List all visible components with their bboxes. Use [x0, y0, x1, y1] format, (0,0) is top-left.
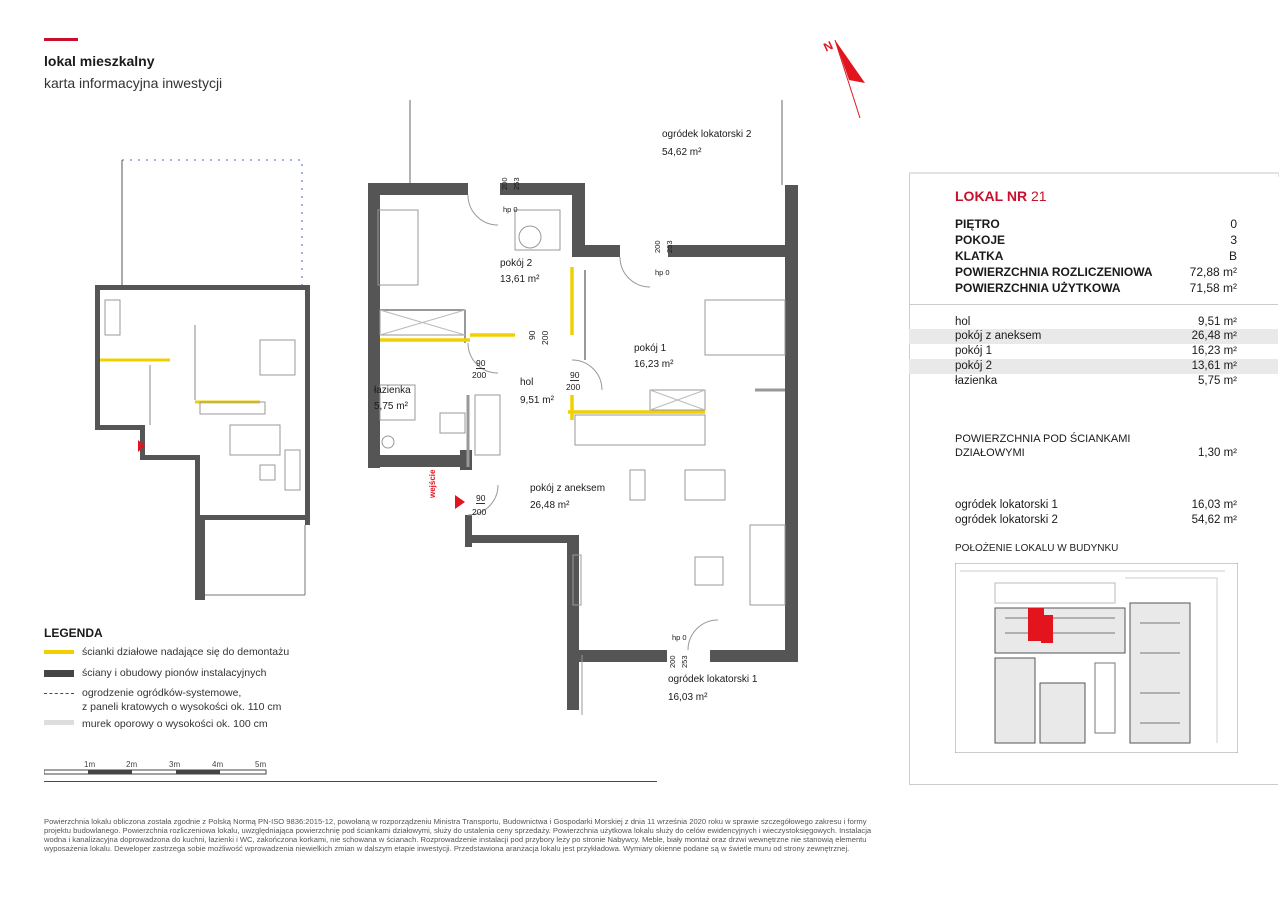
info-label: KLATKA [955, 249, 1004, 263]
page-subtitle: karta informacyjna inwestycji [44, 75, 223, 91]
scale-label: 1m [84, 760, 96, 769]
room-area-salon: 26,48 m² [530, 500, 570, 511]
door-height-label: 200 [472, 370, 487, 380]
brand-accent-bar [44, 38, 78, 41]
legend-swatch-wall [44, 670, 74, 677]
room-label-hol: hol [520, 377, 534, 388]
lokal-label: LOKAL NR [955, 188, 1028, 204]
threshold-label: hp 0 [655, 268, 670, 277]
threshold-label: hp 0 [503, 205, 518, 214]
info-label: POKOJE [955, 233, 1006, 247]
info-row-pow-uzytkowa [955, 281, 1237, 295]
building-location-map [955, 563, 1238, 753]
building-floor-overview [90, 150, 320, 600]
room-area-hol: 9,51 m² [520, 395, 554, 406]
room-area-pokoj1: 16,23 m² [634, 359, 674, 370]
garden-row-label: ogródek lokatorski 1 [955, 499, 1058, 511]
info-row-pietro [955, 217, 1237, 231]
legend-swatch-partition [44, 650, 74, 654]
partition-area-value: 1,30 m² [1198, 447, 1237, 459]
room-row [955, 345, 1237, 359]
info-value: 71,58 m² [1189, 281, 1237, 295]
room-row [955, 316, 1237, 330]
room-row [955, 330, 1237, 344]
legend-title: LEGENDA [44, 626, 103, 640]
scale-label: 5m [255, 760, 267, 769]
compass-label: N [821, 38, 836, 55]
legend-item: ogrodzenie ogródków-systemowe, [82, 687, 242, 699]
info-label: POWIERZCHNIA ROZLICZENIOWA [955, 265, 1153, 279]
room-row-value: 9,51 m² [1198, 316, 1237, 328]
entrance-label: wejście [428, 469, 437, 498]
info-value: 0 [1230, 217, 1237, 231]
room-row-value: 26,48 m² [1191, 330, 1237, 342]
room-label-pokoj2: pokój 2 [500, 258, 533, 269]
window-dim-label: 253 [665, 240, 674, 253]
scale-label: 3m [169, 760, 181, 769]
room-row [955, 375, 1237, 389]
window-dim-label: 253 [512, 177, 521, 190]
legend-item: ścianki działowe nadające się do demontażu [82, 646, 290, 658]
door-height-label: 200 [566, 382, 581, 392]
lokal-number: 21 [1030, 188, 1047, 204]
info-value: 72,88 m² [1189, 265, 1237, 279]
apartment-floor-plan [360, 95, 820, 720]
garden2-area: 54,62 m² [662, 147, 702, 158]
door-height-label: 200 [540, 330, 550, 345]
garden-row-value: 54,62 m² [1191, 514, 1237, 526]
legend-swatch-fence [44, 693, 74, 694]
door-height-label: 200 [472, 507, 487, 517]
room-area-pokoj2: 13,61 m² [500, 274, 540, 285]
room-row-value: 16,23 m² [1191, 345, 1237, 357]
room-row-label: pokój 2 [955, 360, 993, 372]
info-row-klatka [955, 249, 1237, 263]
legend-item: murek oporowy o wysokości ok. 100 cm [82, 718, 268, 730]
legend-item: ściany i obudowy pionów instalacyjnych [82, 667, 267, 679]
door-width-label: 90 [476, 493, 486, 503]
info-label: POWIERZCHNIA UŻYTKOWA [955, 281, 1121, 295]
garden-row [955, 514, 1237, 526]
room-label-lazienka: łazienka [374, 385, 411, 396]
location-section-title: POŁOŻENIE LOKALU W BUDYNKU [955, 543, 1119, 554]
room-row-label: hol [955, 316, 971, 328]
room-area-lazienka: 5,75 m² [374, 401, 408, 412]
window-dim-label: 253 [680, 655, 689, 668]
threshold-label: hp 0 [672, 633, 687, 642]
scale-label: 2m [126, 760, 138, 769]
info-value: B [1228, 249, 1237, 263]
room-row-label: pokój z aneksem [955, 330, 1042, 342]
room-row [955, 360, 1237, 374]
info-value: 3 [1230, 233, 1237, 247]
legal-disclaimer: Powierzchnia lokalu obliczona została zgodnie z Polską Normą PN-ISO 9836:2015-12, powołaną w rozporządzeniu Ministra Transportu, Budownictwa i Gospodarki Morskiej z dnia 11 września 2020 roku w sprawie szczegółowego zakresu i formy projektu budowlanego. Powierzchnia rozliczeniowa lokalu, uwzględniająca powierzchnię pod ściankami działowymi, służy do ustalenia ceny sprzedaży. Powierzchnia użytkowa lokalu służy do celów ewidencyjnych i wieczystoksięgowych. Instalacja wodna i kanalizacyjna doprowadzona do kuchni, łazienki i WC, zakończona korkami, nie schowana w ścianach. Rozprowadzenie instalacji pod przybory leży po stronie Nabywcy. Meble, biały montaż oraz drzwi wewnętrzne nie stanowią elementu wyposażenia lokalu. Deweloper zastrzega sobie możliwość wprowadzenia niewielkich zmian w dalszym etapie inwestycji. Przedstawiona aranżacja lokalu jest przykładowa. Wymiary okienne podane są w świetle muru od strony zewnętrznej. [44, 817, 872, 853]
window-dim-label: 200 [653, 240, 662, 253]
door-width-label: 90 [527, 330, 537, 340]
window-dim-label: 200 [668, 655, 677, 668]
divider [909, 304, 1278, 305]
legend-item-cont: z paneli kratowych o wysokości ok. 110 cm [82, 701, 282, 713]
partition-area-label-2: DZIAŁOWYMI [955, 447, 1025, 459]
footer-divider [44, 781, 657, 782]
room-row-label: łazienka [955, 375, 998, 387]
page-title: lokal mieszkalny [44, 53, 155, 69]
window-dim-label: 200 [500, 177, 509, 190]
garden1-label: ogródek lokatorski 1 [668, 674, 758, 685]
room-row-value: 13,61 m² [1191, 360, 1237, 372]
legend-swatch-murek [44, 720, 74, 725]
lokal-number-heading [955, 188, 1047, 204]
scale-label: 4m [212, 760, 224, 769]
garden-row-value: 16,03 m² [1191, 499, 1237, 511]
garden-row [955, 499, 1237, 511]
room-row-label: pokój 1 [955, 345, 993, 357]
garden2-label: ogródek lokatorski 2 [662, 129, 752, 140]
door-width-label: 90 [570, 370, 580, 380]
info-row-pokoje [955, 233, 1237, 247]
room-row-value: 5,75 m² [1198, 375, 1237, 387]
garden1-area: 16,03 m² [668, 692, 708, 703]
room-label-pokoj1: pokój 1 [634, 343, 667, 354]
info-label: PIĘTRO [955, 217, 1000, 231]
scale-bar [44, 768, 274, 776]
north-compass-icon [815, 35, 875, 125]
info-row-pow-rozliczeniowa [955, 265, 1237, 279]
partition-area-label-1: POWIERZCHNIA POD ŚCIANKAMI [955, 433, 1131, 445]
room-label-salon: pokój z aneksem [530, 483, 606, 494]
door-width-label: 90 [476, 358, 486, 368]
garden-row-label: ogródek lokatorski 2 [955, 514, 1058, 526]
